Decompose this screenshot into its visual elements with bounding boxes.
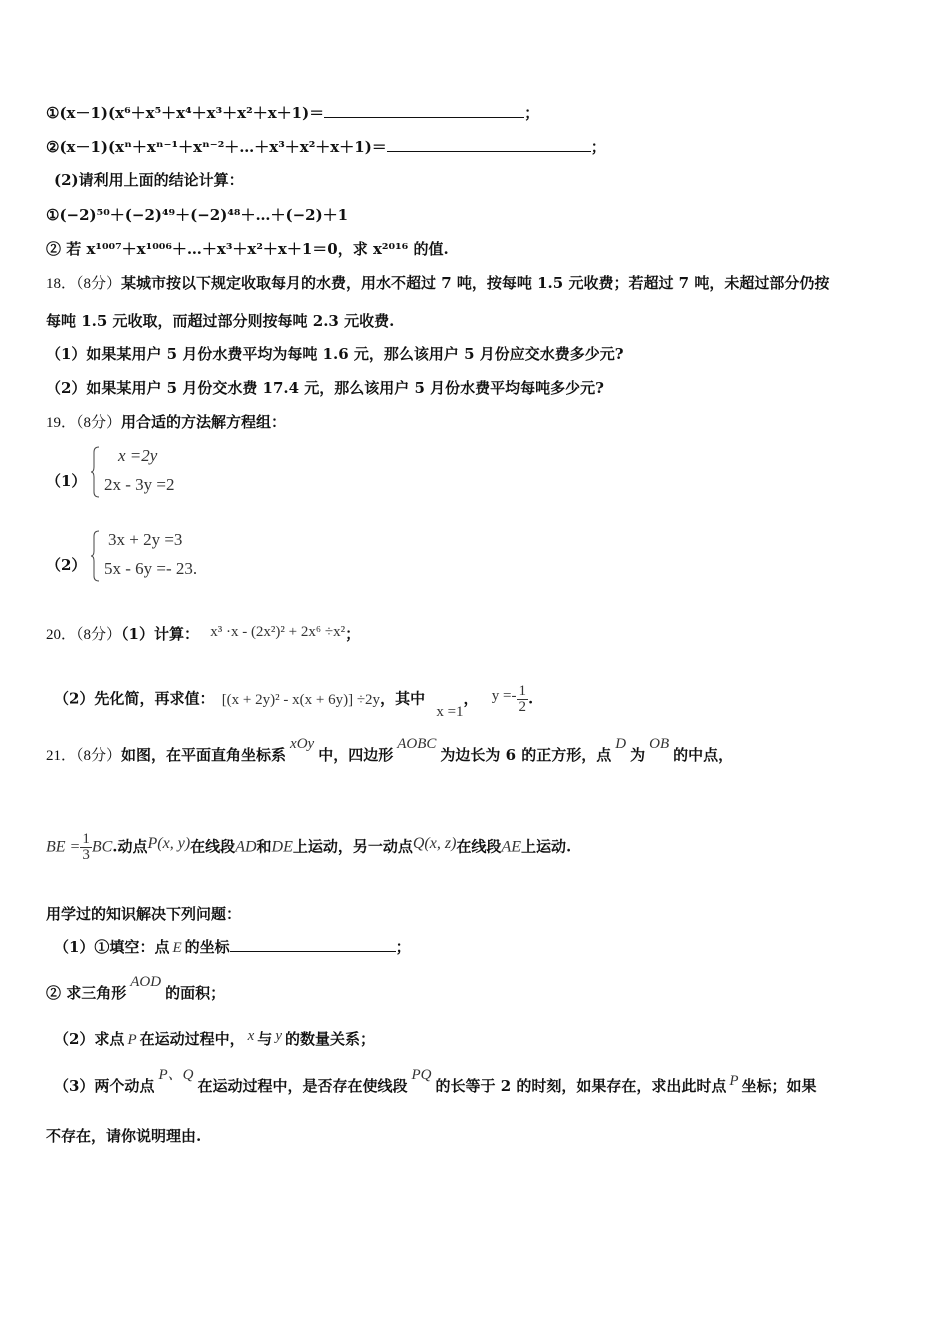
math-pq-points: P、Q: [158, 1067, 194, 1083]
math-aobc: AOBC: [397, 736, 437, 752]
text: 与: [257, 1030, 273, 1048]
math-ad: AD: [235, 838, 257, 856]
math-pq-segment: PQ: [411, 1067, 432, 1083]
answer-blank-1[interactable]: [324, 103, 524, 118]
math-ae: AE: [501, 838, 521, 856]
text: ② 若: [46, 240, 87, 258]
text: 的坐标: [184, 938, 230, 956]
text: ② 求三角形: [46, 984, 127, 1002]
question-number: 21．（8分）: [46, 748, 122, 764]
denominator: 2: [518, 699, 526, 715]
text: （3）两个动点: [54, 1077, 155, 1095]
sys2-eq2-text: 5x - 6y =- 23: [104, 559, 193, 578]
numerator: 1: [82, 831, 90, 847]
question-number: 18．（8分）: [46, 276, 122, 292]
text: 在运动过程中，: [139, 1030, 245, 1048]
period: .: [528, 689, 534, 708]
math-y: y: [275, 1028, 282, 1044]
q21-sub3: [54, 1067, 817, 1097]
text: 的长等于 2 的时刻，如果存在，求出此时点: [435, 1077, 727, 1095]
q18-sub1: （1）如果某用户 5 月份水费平均为每吨 1.6 元，那么该用户 5 月份应交水费多少元?: [46, 345, 624, 363]
q17-expr2: (x－1)(xⁿ＋xⁿ⁻¹＋xⁿ⁻²＋…＋x³＋x²＋x＋1)＝: [59, 138, 387, 156]
text: 坐标；如果: [741, 1077, 817, 1095]
q21-intro: 用学过的知识解决下列问题：: [46, 905, 242, 923]
cond-x: x =1: [436, 703, 464, 720]
sys2-eq1: 3x + 2y =3: [108, 530, 183, 549]
q18-text: 某城市按以下规定收取每月的水费，用水不超过 7 吨，按每吨 1.5 元收费；若超过 7 吨，未超过部分仍按: [121, 274, 830, 292]
fraction-third: [80, 832, 92, 863]
math-xoy: xOy: [290, 736, 315, 752]
q19-sub1-label: （1）: [46, 472, 87, 490]
math-be: BE =: [46, 838, 81, 856]
text: 和: [256, 837, 272, 856]
semicolon: ；: [345, 625, 361, 643]
answer-blank-3[interactable]: [230, 937, 396, 952]
q21-sub3-cont: 不存在，请你说明理由.: [46, 1127, 202, 1145]
math-bc: BC: [91, 838, 113, 856]
q17-line1: ①(x－1)(x⁶＋x⁵＋x⁴＋x³＋x²＋x＋1)＝ ；: [46, 104, 540, 122]
text: 上运动，另一动点: [292, 837, 413, 856]
numerator: 1: [518, 683, 526, 699]
math-x: x: [247, 1028, 255, 1044]
q18-text-line2: 每吨 1.5 元收取，而超过部分则按每吨 2.3 元收费.: [46, 312, 395, 330]
q19-text: 用合适的方法解方程组：: [121, 413, 287, 431]
q20-sub2-line: [54, 683, 534, 720]
brace-icon: [90, 530, 100, 582]
equation: x¹⁰⁰⁷＋x¹⁰⁰⁶＋…＋x³＋x²＋x＋1＝0: [86, 240, 338, 258]
math-d: D: [615, 736, 627, 752]
math-q: Q(x, z): [412, 834, 457, 852]
text: 的面积；: [165, 984, 226, 1002]
text: （1）①填空：点: [54, 938, 170, 956]
text: 为: [630, 746, 646, 764]
q20-sub1: （1）计算：: [121, 625, 199, 643]
q21-sub1-part2: [46, 974, 226, 1004]
q17-calc2: [46, 239, 449, 259]
q21-line2: [46, 832, 571, 863]
question-number: 19．（8分）: [46, 415, 122, 431]
math-ob: OB: [649, 736, 670, 752]
text: ，求: [337, 240, 373, 258]
semicolon: ；: [590, 138, 606, 156]
math-p2: P: [127, 1032, 137, 1048]
text: 上运动.: [520, 837, 572, 856]
text: （2）求点: [54, 1030, 125, 1048]
q20-expr2: [(x + 2y)² - x(x + 6y)] ÷2y: [221, 691, 381, 708]
sys1-eq2: 2x - 3y =2: [104, 475, 175, 494]
semicolon: ；: [395, 938, 411, 956]
q17-expr1: (x－1)(x⁶＋x⁵＋x⁴＋x³＋x²＋x＋1)＝: [59, 104, 325, 122]
q17-part2: (2)请利用上面的结论计算：: [54, 171, 244, 189]
q19-heading: [46, 412, 286, 433]
math-aod: AOD: [130, 974, 162, 990]
q21-line1: [46, 736, 734, 766]
q18-text-line1: [46, 273, 829, 294]
period: .: [192, 559, 198, 578]
q20-expr1: x³ ·x - (2x²)² + 2x⁶ ÷x²: [210, 624, 346, 640]
cond-y: y =-: [491, 687, 517, 704]
comma: ，: [463, 689, 479, 708]
expression: x²⁰¹⁶: [372, 240, 409, 258]
question-number: 20．（8分）: [46, 627, 122, 643]
semicolon: ；: [524, 104, 540, 122]
math-de: DE: [271, 838, 293, 856]
text: 如图，在平面直角坐标系: [121, 746, 287, 764]
q17-calc1: ①(−2)⁵⁰＋(−2)⁴⁹＋(−2)⁴⁸＋…＋(−2)＋1: [46, 206, 349, 224]
text: 的数量关系；: [284, 1030, 375, 1048]
text: ，其中: [380, 689, 426, 708]
equation-system-1: [90, 446, 230, 502]
q20-sub1-line: [46, 624, 360, 645]
text: 中，四边形: [318, 746, 394, 764]
q18-sub2: （2）如果某用户 5 月份交水费 17.4 元，那么该用户 5 月份水费平均每吨多少元?: [46, 379, 604, 397]
text: 的中点，: [673, 746, 734, 764]
denominator: 3: [82, 847, 90, 863]
sys2-eq2: [104, 559, 197, 579]
text: 在运动过程中，是否存在使线段: [197, 1077, 408, 1095]
equation-system-2: [90, 530, 250, 586]
math-e: E: [172, 940, 182, 956]
answer-blank-2[interactable]: [387, 137, 591, 152]
q17-line2: ②(x－1)(xⁿ＋xⁿ⁻¹＋xⁿ⁻²＋…＋x³＋x²＋x＋1)＝ ；: [46, 138, 606, 156]
q20-sub2: （2）先化简，再求值：: [54, 689, 215, 708]
text: 为边长为 6 的正方形，点: [440, 746, 612, 764]
sys1-eq1: x =2y: [118, 446, 158, 465]
math-p: P(x, y): [147, 834, 191, 852]
brace-icon: [90, 446, 100, 498]
q21-sub1: [54, 937, 411, 958]
math-p3: P: [729, 1073, 739, 1089]
text: 在线段: [456, 837, 502, 856]
text: .动点: [112, 837, 148, 856]
q21-sub2: [54, 1029, 375, 1050]
fraction-half: [517, 684, 529, 715]
text: 的值.: [408, 240, 449, 258]
q19-sub2-label: （2）: [46, 556, 87, 574]
text: 在线段: [190, 837, 236, 856]
